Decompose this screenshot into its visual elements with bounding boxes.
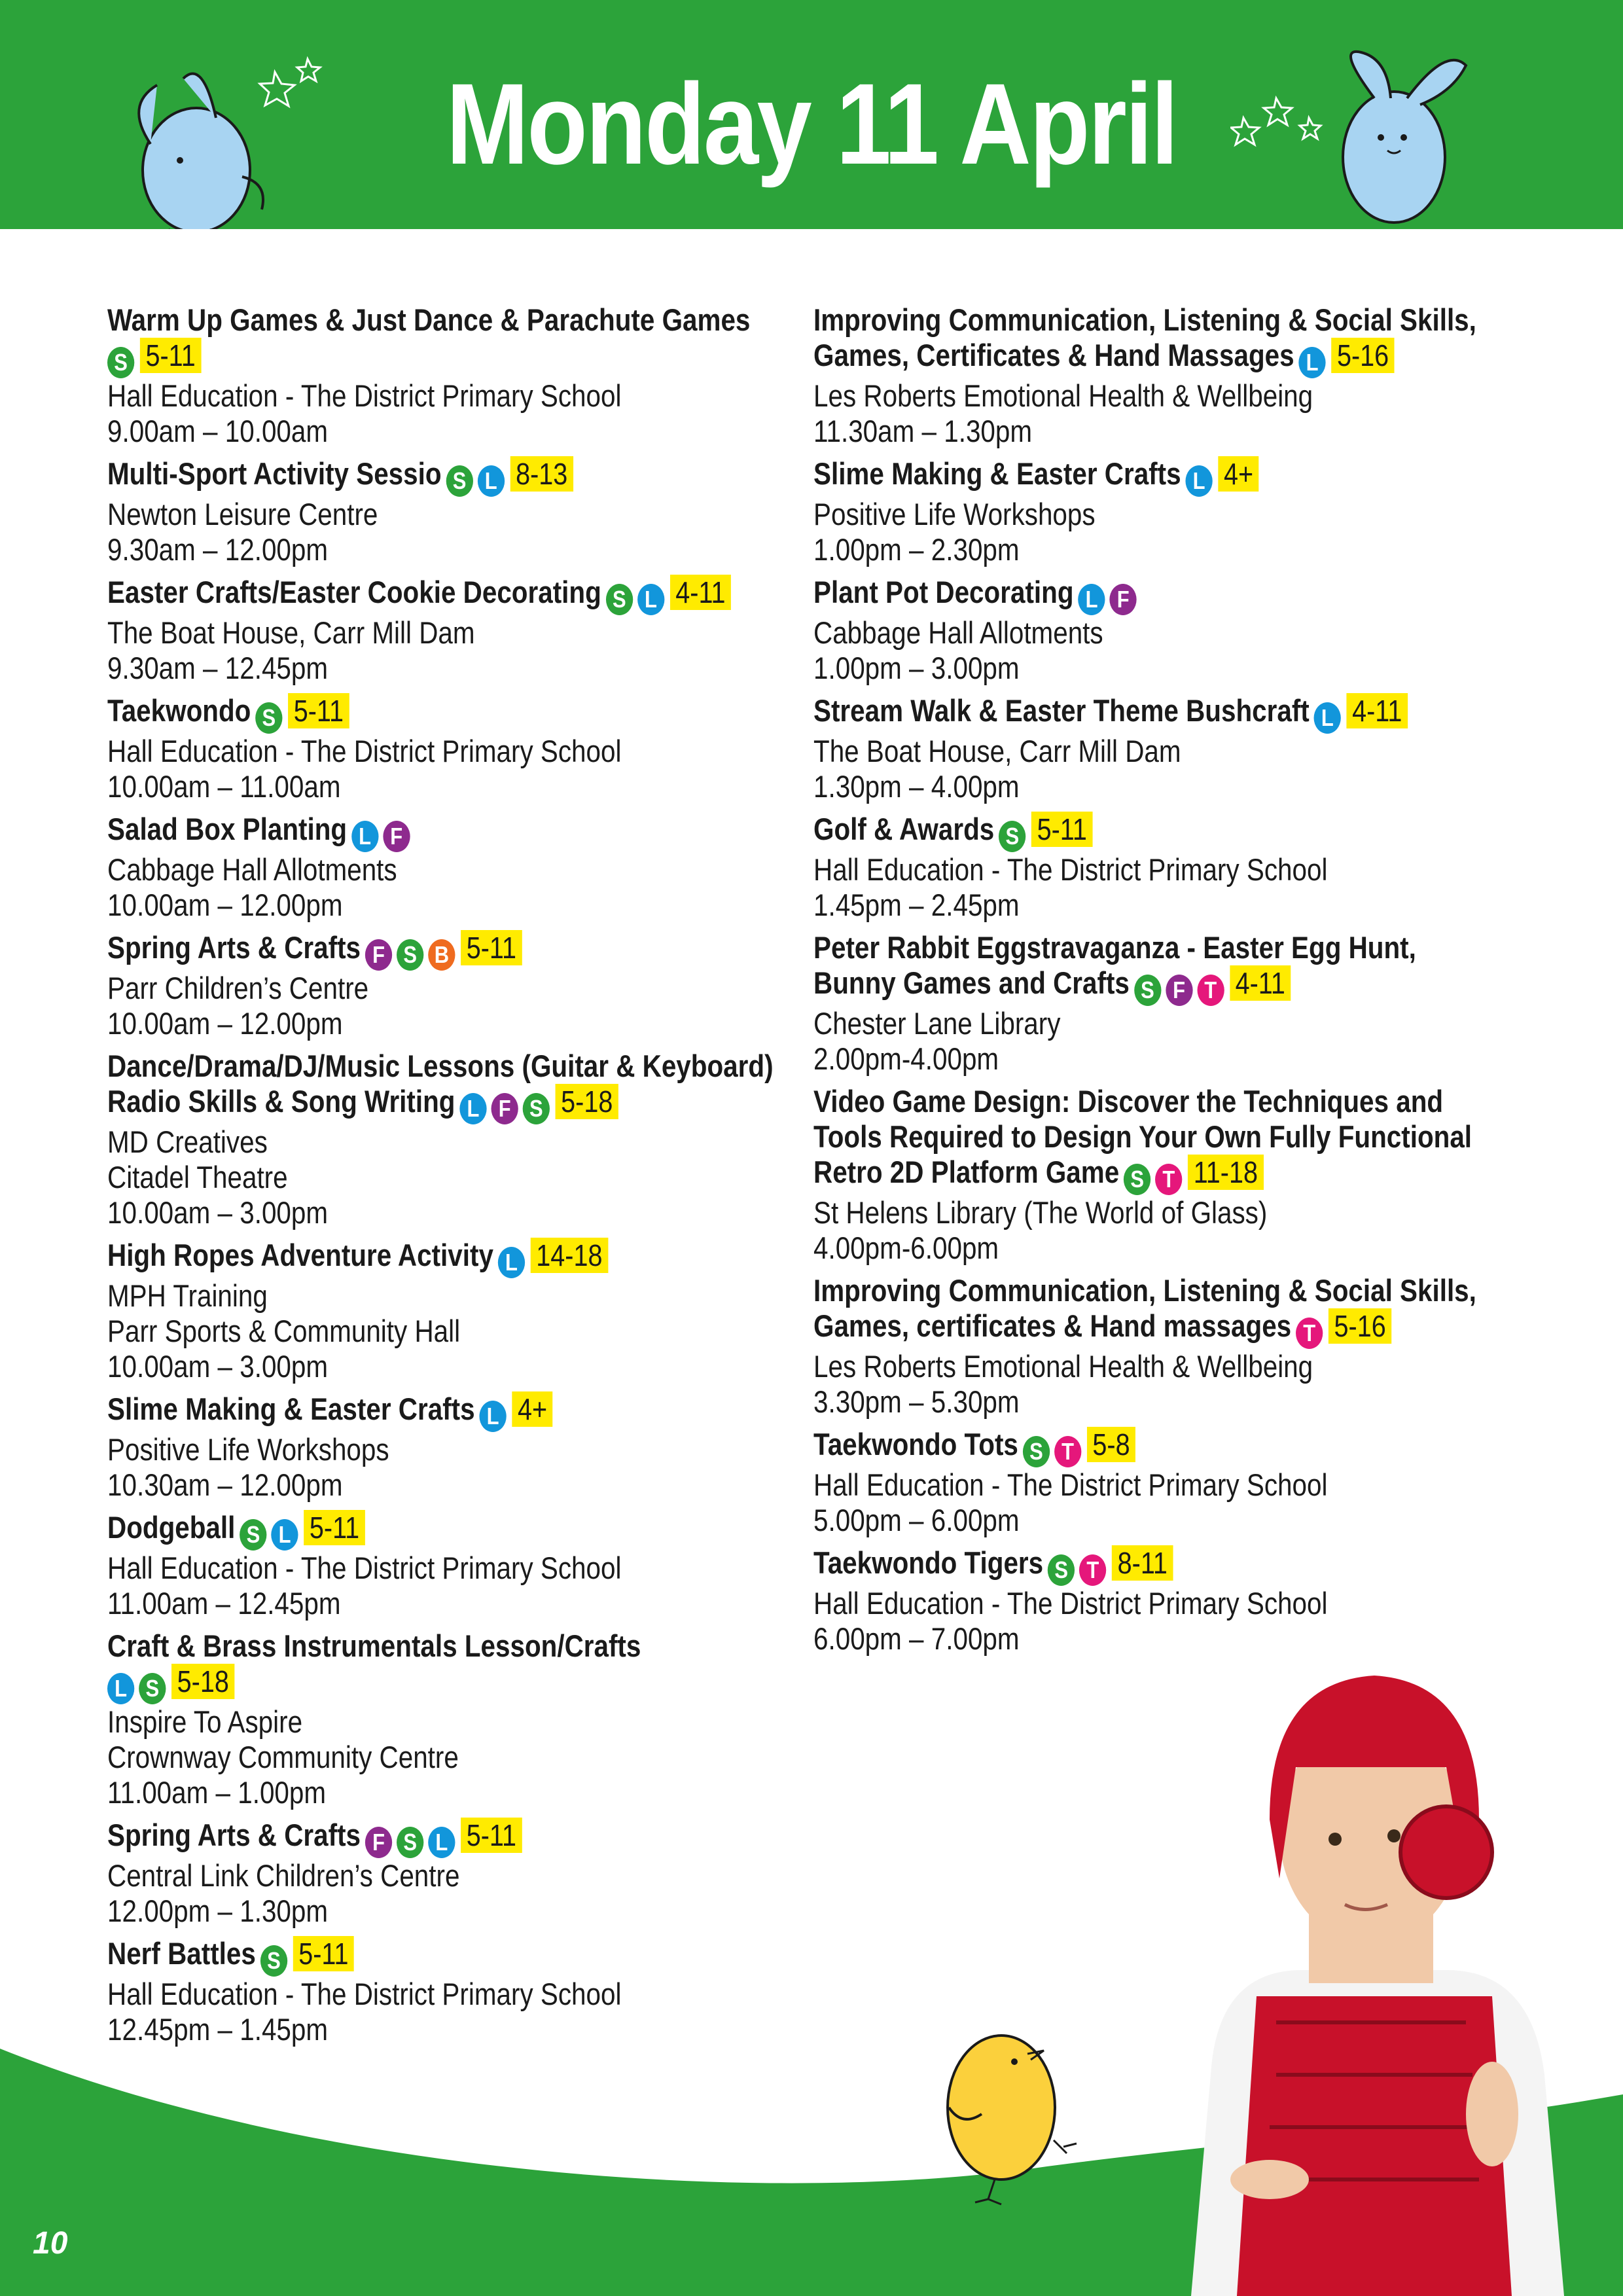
event-time: 10.00am – 12.00pm bbox=[107, 1006, 343, 1041]
event-title-line bbox=[813, 812, 1489, 852]
event-title-continued: Retro 2D Platform Game bbox=[813, 1155, 1120, 1189]
event-title: Slime Making & Easter Crafts bbox=[813, 456, 1181, 491]
event-title-line bbox=[107, 1084, 783, 1124]
event-time: 9.00am – 10.00am bbox=[107, 414, 329, 448]
event-time: 10.30am – 12.00pm bbox=[107, 1467, 343, 1502]
event-time: 11.00am – 1.00pm bbox=[107, 1775, 327, 1810]
activity-type-badge-S: S bbox=[523, 1093, 550, 1124]
event-listing bbox=[107, 575, 801, 686]
event-title-continued: Games, Certificates & Hand Massages bbox=[813, 338, 1294, 372]
activity-type-badge-F: F bbox=[1166, 975, 1192, 1006]
activity-type-badge-F: F bbox=[365, 939, 392, 971]
event-title-line bbox=[813, 338, 1489, 378]
event-time: 2.00pm-4.00pm bbox=[813, 1041, 999, 1076]
age-range-badge: 5-11 bbox=[304, 1510, 365, 1545]
event-venue: Cabbage Hall Allotments bbox=[813, 615, 1103, 650]
age-range-badge: 8-11 bbox=[1112, 1545, 1173, 1581]
activity-type-badge-S: S bbox=[397, 939, 423, 971]
event-listing bbox=[107, 302, 801, 449]
event-title-line bbox=[107, 812, 783, 852]
event-title-line bbox=[813, 1119, 1489, 1155]
event-title-continued: Radio Skills & Song Writing bbox=[107, 1084, 455, 1119]
event-listing bbox=[813, 693, 1507, 804]
activity-type-badge-L: L bbox=[271, 1519, 298, 1551]
activity-type-badge-L: L bbox=[428, 1827, 455, 1858]
event-title-line bbox=[107, 456, 783, 497]
event-time: 6.00pm – 7.00pm bbox=[813, 1621, 1020, 1656]
event-title: Peter Rabbit Eggstravaganza - Easter Egg Hunt, bbox=[813, 930, 1416, 965]
event-venue: Positive Life Workshops bbox=[107, 1432, 389, 1467]
activity-type-badge-T: T bbox=[1296, 1318, 1323, 1349]
event-venue: Les Roberts Emotional Health & Wellbeing bbox=[813, 378, 1313, 413]
age-range-badge: 11-18 bbox=[1188, 1155, 1263, 1190]
event-title: Spring Arts & Crafts bbox=[107, 1818, 361, 1852]
event-time: 1.30pm – 4.00pm bbox=[813, 769, 1020, 804]
event-title-line bbox=[107, 693, 783, 734]
event-time: 1.45pm – 2.45pm bbox=[813, 888, 1020, 922]
age-range-badge: 8-13 bbox=[510, 456, 573, 492]
event-title: Improving Communication, Listening & Social Skills, bbox=[813, 1273, 1476, 1308]
age-range-badge: 5-8 bbox=[1087, 1427, 1135, 1462]
event-venue: Parr Sports & Community Hall bbox=[107, 1314, 461, 1348]
age-range-badge: 4+ bbox=[512, 1391, 552, 1427]
event-listing bbox=[107, 1391, 801, 1503]
event-time: 10.00am – 3.00pm bbox=[107, 1349, 329, 1384]
event-title: High Ropes Adventure Activity bbox=[107, 1238, 493, 1272]
event-venue: MD Creatives bbox=[107, 1124, 268, 1159]
bunny-illustration-right bbox=[1230, 46, 1505, 236]
event-title: Warm Up Games & Just Dance & Parachute Games bbox=[107, 302, 751, 337]
event-title: Salad Box Planting bbox=[107, 812, 348, 846]
event-venue: Les Roberts Emotional Health & Wellbeing bbox=[813, 1349, 1313, 1384]
event-venue: MPH Training bbox=[107, 1278, 268, 1313]
activity-type-badge-F: F bbox=[491, 1093, 518, 1124]
event-badges-line bbox=[107, 1664, 783, 1704]
event-badges-line bbox=[107, 338, 783, 378]
event-title-line bbox=[107, 1238, 783, 1278]
event-listing bbox=[813, 930, 1507, 1077]
event-time: 12.00pm – 1.30pm bbox=[107, 1893, 329, 1928]
activity-type-badge-S: S bbox=[1134, 975, 1161, 1006]
event-title-line bbox=[813, 1155, 1489, 1195]
activity-type-badge-S: S bbox=[255, 702, 282, 734]
event-title-line bbox=[107, 1818, 783, 1858]
event-venue: Inspire To Aspire bbox=[107, 1704, 303, 1739]
age-range-badge: 4+ bbox=[1218, 456, 1258, 492]
activity-type-badge-L: L bbox=[1185, 465, 1212, 497]
event-listing bbox=[107, 1238, 801, 1384]
age-range-badge: 4-11 bbox=[670, 575, 731, 610]
activity-type-badge-S: S bbox=[999, 821, 1026, 852]
event-title-line bbox=[813, 302, 1489, 338]
event-listing bbox=[813, 302, 1507, 449]
age-range-badge: 5-16 bbox=[1331, 338, 1394, 373]
event-venue: Hall Education - The District Primary School bbox=[107, 734, 622, 768]
event-title-continued: Games, certificates & Hand massages bbox=[813, 1308, 1292, 1343]
event-venue: Positive Life Workshops bbox=[813, 497, 1096, 531]
activity-type-badge-B: B bbox=[428, 939, 455, 971]
event-listing bbox=[813, 1545, 1507, 1657]
event-listing bbox=[813, 1427, 1507, 1538]
event-title: Golf & Awards bbox=[813, 812, 995, 846]
events-column-right bbox=[813, 302, 1507, 1664]
event-time: 11.00am – 12.45pm bbox=[107, 1586, 341, 1621]
event-listing bbox=[813, 812, 1507, 923]
activity-type-badge-F: F bbox=[383, 821, 410, 852]
activity-type-badge-S: S bbox=[107, 347, 134, 378]
event-listing bbox=[813, 575, 1507, 686]
event-listing bbox=[107, 456, 801, 567]
event-time: 3.30pm – 5.30pm bbox=[813, 1384, 1020, 1419]
event-venue: Citadel Theatre bbox=[107, 1160, 288, 1194]
event-title-line bbox=[813, 456, 1489, 497]
event-title-line bbox=[813, 1084, 1489, 1119]
activity-type-badge-L: L bbox=[351, 821, 378, 852]
activity-type-badge-S: S bbox=[240, 1519, 266, 1551]
event-venue: Chester Lane Library bbox=[813, 1006, 1061, 1041]
event-venue: Hall Education - The District Primary School bbox=[107, 1551, 622, 1585]
activity-type-badge-L: L bbox=[498, 1247, 525, 1278]
event-title: Improving Communication, Listening & Social Skills, bbox=[813, 302, 1476, 337]
event-title: Stream Walk & Easter Theme Bushcraft bbox=[813, 693, 1310, 728]
age-range-badge: 5-16 bbox=[1329, 1308, 1391, 1344]
taekwondo-child-photo bbox=[1139, 1604, 1623, 2296]
event-title-continued: Bunny Games and Crafts bbox=[813, 965, 1130, 1000]
event-time: 1.00pm – 2.30pm bbox=[813, 532, 1020, 567]
activity-type-badge-L: L bbox=[478, 465, 505, 497]
age-range-badge: 4-11 bbox=[1230, 965, 1291, 1001]
activity-type-badge-F: F bbox=[1110, 584, 1137, 615]
activity-type-badge-L: L bbox=[1298, 347, 1325, 378]
event-time: 10.00am – 3.00pm bbox=[107, 1195, 329, 1230]
event-title: Dodgeball bbox=[107, 1510, 236, 1545]
event-time: 4.00pm-6.00pm bbox=[813, 1230, 999, 1265]
event-time: 12.45pm – 1.45pm bbox=[107, 2012, 329, 2047]
event-listing bbox=[107, 1049, 801, 1230]
event-time: 11.30am – 1.30pm bbox=[813, 414, 1033, 448]
age-range-badge: 4-11 bbox=[1347, 693, 1408, 728]
age-range-badge: 5-11 bbox=[140, 338, 201, 373]
age-range-badge: 5-11 bbox=[288, 693, 349, 728]
event-venue: Crownway Community Centre bbox=[107, 1740, 459, 1774]
event-time: 5.00pm – 6.00pm bbox=[813, 1503, 1020, 1537]
activity-type-badge-S: S bbox=[139, 1673, 166, 1704]
event-title: Taekwondo Tots bbox=[813, 1427, 1018, 1462]
event-listing bbox=[107, 1818, 801, 1929]
event-venue: The Boat House, Carr Mill Dam bbox=[813, 734, 1181, 768]
event-listing bbox=[107, 812, 801, 923]
event-title: Video Game Design: Discover the Techniques and bbox=[813, 1084, 1444, 1119]
event-time: 9.30am – 12.45pm bbox=[107, 651, 329, 685]
event-title-line bbox=[107, 930, 783, 971]
event-title-line bbox=[813, 965, 1489, 1006]
event-title-line bbox=[813, 1308, 1489, 1349]
event-title-continued: Tools Required to Design Your Own Fully Functional bbox=[813, 1119, 1472, 1154]
event-title-line bbox=[107, 1510, 783, 1551]
event-listing bbox=[813, 1084, 1507, 1266]
activity-type-badge-L: L bbox=[479, 1401, 506, 1432]
event-title: Plant Pot Decorating bbox=[813, 575, 1074, 609]
activity-type-badge-S: S bbox=[260, 1945, 287, 1977]
event-title-line bbox=[813, 575, 1489, 615]
activity-type-badge-S: S bbox=[397, 1827, 423, 1858]
activity-type-badge-L: L bbox=[1078, 584, 1105, 615]
age-range-badge: 14-18 bbox=[531, 1238, 608, 1273]
activity-type-badge-L: L bbox=[1314, 702, 1341, 734]
age-range-badge: 5-11 bbox=[461, 1818, 522, 1853]
event-time: 9.30am – 12.00pm bbox=[107, 532, 329, 567]
event-venue: Hall Education - The District Primary School bbox=[107, 1977, 622, 2011]
event-title-line bbox=[107, 1628, 783, 1664]
event-title-line bbox=[813, 1545, 1489, 1586]
event-title-line bbox=[813, 693, 1489, 734]
activity-type-badge-T: T bbox=[1079, 1554, 1106, 1586]
age-range-badge: 5-11 bbox=[1031, 812, 1092, 847]
event-listing bbox=[813, 1273, 1507, 1420]
event-venue: Cabbage Hall Allotments bbox=[107, 852, 397, 887]
event-listing bbox=[107, 1628, 801, 1810]
event-time: 10.00am – 11.00am bbox=[107, 769, 341, 804]
event-venue: Hall Education - The District Primary School bbox=[107, 378, 622, 413]
event-title-line bbox=[813, 1273, 1489, 1308]
event-listing bbox=[107, 1936, 801, 2047]
activity-type-badge-S: S bbox=[1124, 1164, 1150, 1195]
event-title: Nerf Battles bbox=[107, 1936, 256, 1971]
event-title-line bbox=[813, 930, 1489, 965]
event-listing bbox=[107, 1510, 801, 1621]
event-venue: Newton Leisure Centre bbox=[107, 497, 378, 531]
age-range-badge: 5-18 bbox=[556, 1084, 618, 1119]
event-time: 10.00am – 12.00pm bbox=[107, 888, 343, 922]
event-title: Taekwondo bbox=[107, 693, 251, 728]
event-venue: St Helens Library (The World of Glass) bbox=[813, 1195, 1268, 1230]
event-title: Dance/Drama/DJ/Music Lessons (Guitar & Keyboard) bbox=[107, 1049, 774, 1083]
event-title-line bbox=[107, 1049, 783, 1084]
activity-type-badge-S: S bbox=[1023, 1436, 1050, 1467]
event-title-line bbox=[107, 575, 783, 615]
activity-type-badge-S: S bbox=[446, 465, 473, 497]
activity-type-badge-S: S bbox=[606, 584, 633, 615]
event-title: Slime Making & Easter Crafts bbox=[107, 1391, 475, 1426]
event-title-line bbox=[107, 1391, 783, 1432]
event-venue: Parr Children’s Centre bbox=[107, 971, 369, 1005]
page-title: Monday 11 April bbox=[446, 60, 1177, 188]
event-venue: Hall Education - The District Primary School bbox=[813, 1467, 1328, 1502]
events-column-left bbox=[107, 302, 801, 2054]
activity-type-badge-S: S bbox=[1048, 1554, 1075, 1586]
event-title-line bbox=[107, 1936, 783, 1977]
event-venue: The Boat House, Carr Mill Dam bbox=[107, 615, 475, 650]
activity-type-badge-L: L bbox=[107, 1673, 134, 1704]
activity-type-badge-T: T bbox=[1054, 1436, 1081, 1467]
activity-type-badge-T: T bbox=[1155, 1164, 1182, 1195]
event-time: 1.00pm – 3.00pm bbox=[813, 651, 1020, 685]
age-range-badge: 5-18 bbox=[171, 1664, 234, 1699]
event-title: Taekwondo Tigers bbox=[813, 1545, 1044, 1580]
event-title-line bbox=[813, 1427, 1489, 1467]
activity-type-badge-T: T bbox=[1197, 975, 1224, 1006]
event-title: Easter Crafts/Easter Cookie Decorating bbox=[107, 575, 601, 609]
event-venue: Central Link Children’s Centre bbox=[107, 1858, 460, 1893]
event-title-line bbox=[107, 302, 783, 338]
event-venue: Hall Education - The District Primary School bbox=[813, 852, 1328, 887]
event-title: Multi-Sport Activity Sessio bbox=[107, 456, 442, 491]
activity-type-badge-L: L bbox=[459, 1093, 486, 1124]
event-listing bbox=[107, 693, 801, 804]
event-listing bbox=[813, 456, 1507, 567]
chick-illustration bbox=[929, 2022, 1086, 2212]
age-range-badge: 5-11 bbox=[461, 930, 522, 965]
page-number: 10 bbox=[33, 2226, 68, 2261]
event-title: Spring Arts & Crafts bbox=[107, 930, 361, 965]
event-listing bbox=[107, 930, 801, 1041]
event-venue: Hall Education - The District Primary School bbox=[813, 1586, 1328, 1621]
event-title: Craft & Brass Instrumentals Lesson/Crafts bbox=[107, 1628, 641, 1663]
age-range-badge: 5-11 bbox=[293, 1936, 354, 1971]
activity-type-badge-F: F bbox=[365, 1827, 392, 1858]
activity-type-badge-L: L bbox=[637, 584, 664, 615]
